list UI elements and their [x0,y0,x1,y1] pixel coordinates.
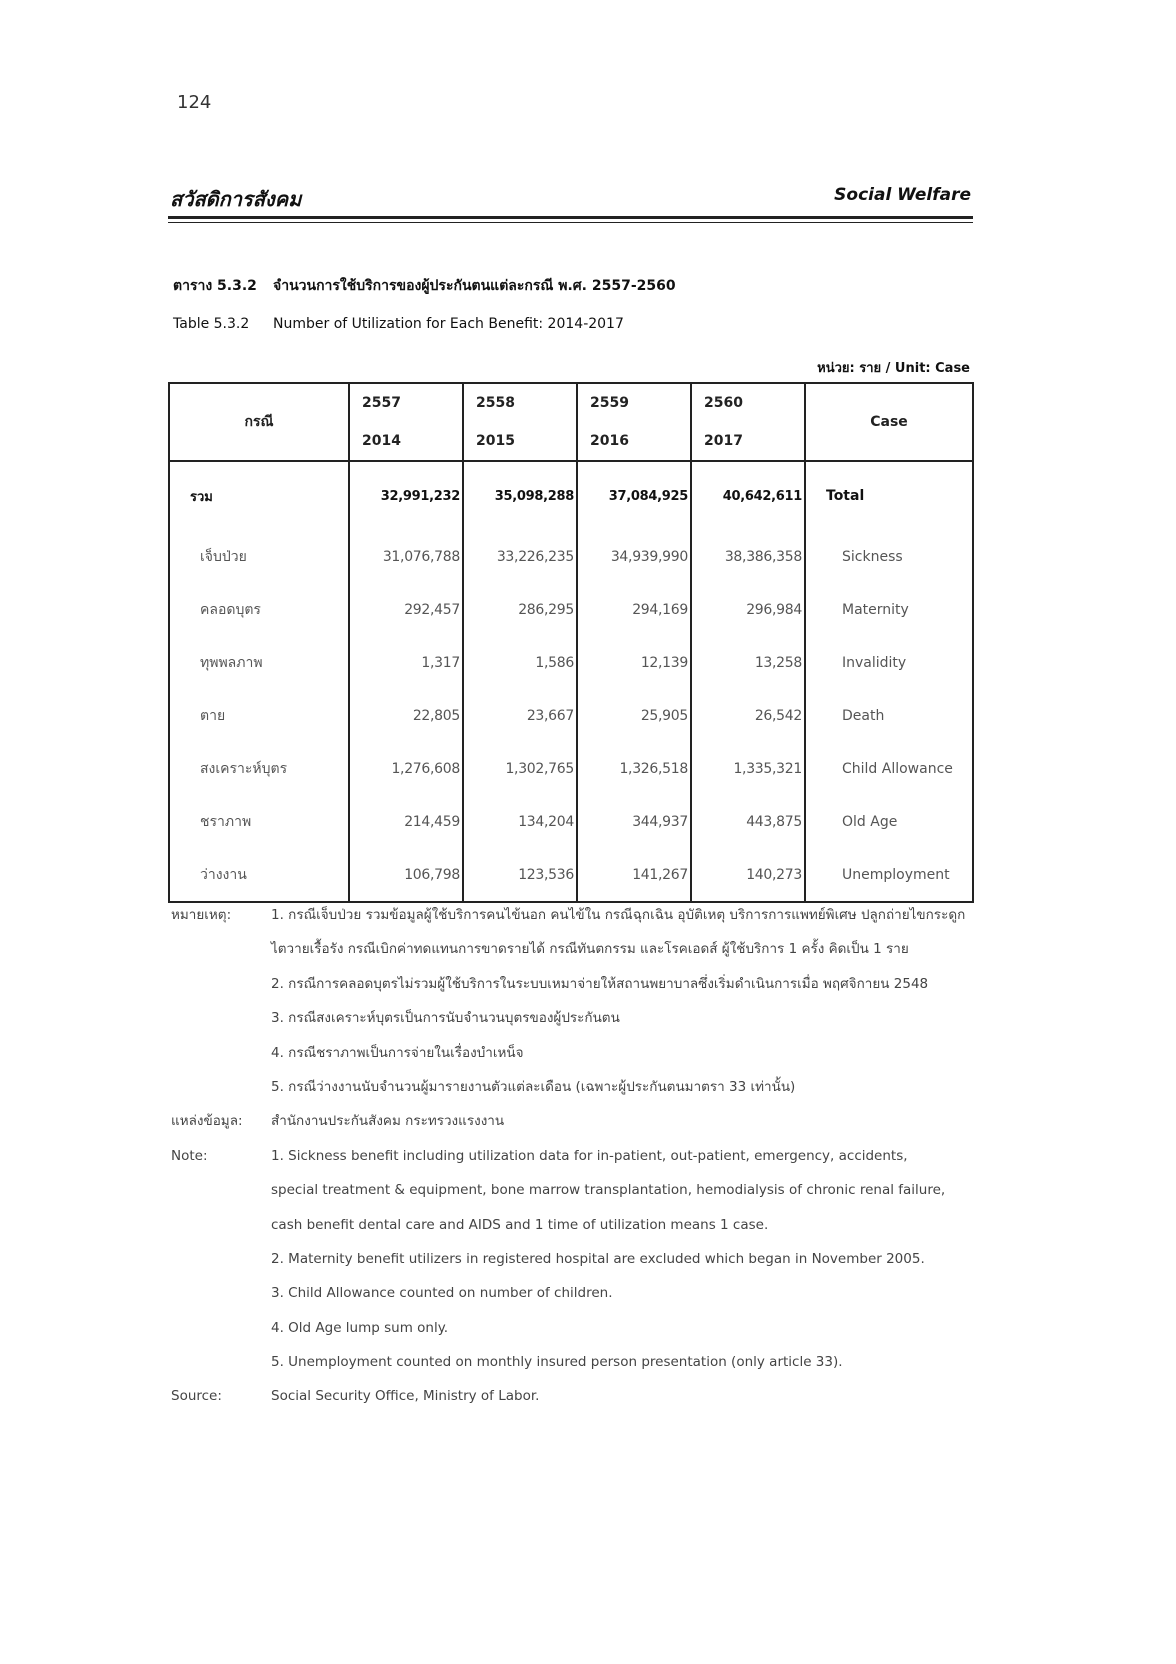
page-number: 124 [177,92,212,113]
table-cell: 1,335,321 [691,742,805,795]
table-cell: 1,302,765 [463,742,577,795]
note-text: 1. กรณีเจ็บป่วย รวมข้อมูลผู้ใช้บริการคนไข้นอก คนไข้ใน กรณีฉุกเฉิน อุบัติเหตุ บริการการแพทย์พิเศษ ปลูกถ่ายไขกระดูก [271,907,966,923]
table-cell: 13,258 [691,636,805,689]
table-row [169,583,973,636]
note-line [171,1311,971,1345]
note-line [171,1173,971,1207]
row-label-thai: สงเคราะห์บุตร [169,742,349,795]
header-year [349,383,463,461]
caption-label-thai: ตาราง 5.3.2 [173,278,257,294]
table-cell: 134,204 [463,795,577,848]
table-row [169,530,973,583]
note-text: 3. กรณีสงเคราะห์บุตรเป็นการนับจำนวนบุตรของผู้ประกันตน [271,1010,620,1027]
year-ce: 2017 [704,433,743,449]
table-cell: 26,542 [691,689,805,742]
note-text: 1. Sickness benefit including utilization data for in-patient, out-patient, emergency, accidents, [271,1147,908,1164]
year-be: 2558 [476,395,515,411]
row-label-english: Child Allowance [805,742,973,795]
row-label-english: Death [805,689,973,742]
header-rule-thick [168,216,973,219]
table-cell: 22,805 [349,689,463,742]
table-cell: 1,326,518 [577,742,691,795]
row-label-thai: ว่างงาน [169,848,349,902]
table-cell: 1,586 [463,636,577,689]
table-cell: 140,273 [691,848,805,902]
note-line [171,898,971,932]
table-cell: 106,798 [349,848,463,902]
note-text: 2. กรณีการคลอดบุตรไม่รวมผู้ใช้บริการในระบบเหมาจ่ายให้สถานพยาบาลซึ่งเริ่มดำเนินการเมื่อ พฤศจิกายน 2548 [271,975,929,992]
table-cell: 1,317 [349,636,463,689]
table-cell: 33,226,235 [463,530,577,583]
table-cell: 32,991,232 [349,461,463,530]
header-year [577,383,691,461]
row-label-english: Maternity [805,583,973,636]
table-cell: 37,084,925 [577,461,691,530]
row-label-english: Invalidity [805,636,973,689]
table-cell: 1,276,608 [349,742,463,795]
table-row [169,742,973,795]
row-label-thai: เจ็บป่วย [169,530,349,583]
caption-label-english: Table 5.3.2 [173,316,250,332]
caption-text-thai: จำนวนการใช้บริการของผู้ประกันตนแต่ละกรณี พ.ศ. 2557-2560 [273,278,676,294]
table-cell: 344,937 [577,795,691,848]
note-line [171,1070,971,1104]
year-ce: 2015 [476,433,515,449]
year-be: 2559 [590,395,629,411]
section-title-thai: สวัสดิการสังคม [170,187,302,211]
note-line [171,1036,971,1070]
row-label-thai: ตาย [169,689,349,742]
table-cell: 34,939,990 [577,530,691,583]
source-line-thai [171,1104,971,1138]
note-text: ไตวายเรื้อรัง กรณีเบิกค่าทดแทนการขาดรายได้ กรณีทันตกรรม และโรคเอดส์ ผู้ใช้บริการ 1 ครั้ง คิดเป็น 1 ราย [271,941,909,958]
row-label-english: Sickness [805,530,973,583]
utilization-table [168,382,974,903]
table-caption-thai [173,275,676,297]
table-cell: 38,386,358 [691,530,805,583]
table-header-row [169,383,973,461]
table-row [169,848,973,902]
table-cell: 123,536 [463,848,577,902]
table-cell: 296,984 [691,583,805,636]
table-row [169,689,973,742]
note-line [171,1001,971,1035]
header-rule-thin [168,222,973,223]
table-cell: 286,295 [463,583,577,636]
table-cell: 292,457 [349,583,463,636]
note-text: 3. Child Allowance counted on number of children. [271,1285,613,1302]
table-cell: 12,139 [577,636,691,689]
source-line-english [171,1379,971,1413]
note-text: 5. กรณีว่างงานนับจำนวนผู้มารายงานตัวแต่ละเดือน (เฉพาะผู้ประกันตนมาตรา 33 เท่านั้น) [271,1078,796,1095]
header-year [691,383,805,461]
row-label-thai: คลอดบุตร [169,583,349,636]
note-line [171,1242,971,1276]
year-be: 2560 [704,395,743,411]
row-label-english: Old Age [805,795,973,848]
year-ce: 2014 [362,433,401,449]
year-ce: 2016 [590,433,629,449]
table-row [169,636,973,689]
table-row [169,795,973,848]
note-text: 4. Old Age lump sum only. [271,1319,449,1336]
table-cell: 31,076,788 [349,530,463,583]
header-case-english: Case [805,383,973,461]
table-caption-english [173,316,624,332]
source-label-thai: แหล่งข้อมูล: [171,1113,243,1130]
notes-section [171,898,971,1414]
row-label-thai: รวม [169,461,349,530]
note-line [171,1276,971,1310]
note-line [171,932,971,966]
header-year [463,383,577,461]
source-label-english: Source: [171,1388,222,1405]
table-cell: 35,098,288 [463,461,577,530]
table-cell: 23,667 [463,689,577,742]
caption-text-english: Number of Utilization for Each Benefit: 2014-2017 [273,316,624,332]
note-line [171,1345,971,1379]
table-cell: 294,169 [577,583,691,636]
unit-label: หน่วย: ราย / Unit: Case [817,361,970,376]
note-text: special treatment & equipment, bone marrow transplantation, hemodialysis of chronic renal failure, [271,1182,946,1199]
header-case-thai: กรณี [169,383,349,461]
note-text: 4. กรณีชราภาพเป็นการจ่ายในเรื่องบำเหน็จ [271,1044,524,1061]
note-line [171,1139,971,1173]
table-cell: 141,267 [577,848,691,902]
source-text-english: Social Security Office, Ministry of Labor. [271,1388,540,1405]
row-label-english: Unemployment [805,848,973,902]
note-text: 5. Unemployment counted on monthly insured person presentation (only article 33). [271,1354,843,1371]
note-line [171,1208,971,1242]
section-title-english: Social Welfare [834,185,971,205]
notes-label-thai: หมายเหตุ: [171,907,232,923]
note-text: cash benefit dental care and AIDS and 1 time of utilization means 1 case. [271,1216,769,1233]
table-cell: 443,875 [691,795,805,848]
notes-label-english: Note: [171,1147,208,1164]
row-label-english: Total [805,461,973,530]
year-be: 2557 [362,395,401,411]
source-text-thai: สำนักงานประกันสังคม กระทรวงแรงงาน [271,1113,505,1130]
note-text: 2. Maternity benefit utilizers in registered hospital are excluded which began in November 2005. [271,1250,925,1267]
row-label-thai: ชราภาพ [169,795,349,848]
row-label-thai: ทุพพลภาพ [169,636,349,689]
table-row-total [169,461,973,530]
table-cell: 40,642,611 [691,461,805,530]
note-line [171,967,971,1001]
table-cell: 25,905 [577,689,691,742]
table-cell: 214,459 [349,795,463,848]
